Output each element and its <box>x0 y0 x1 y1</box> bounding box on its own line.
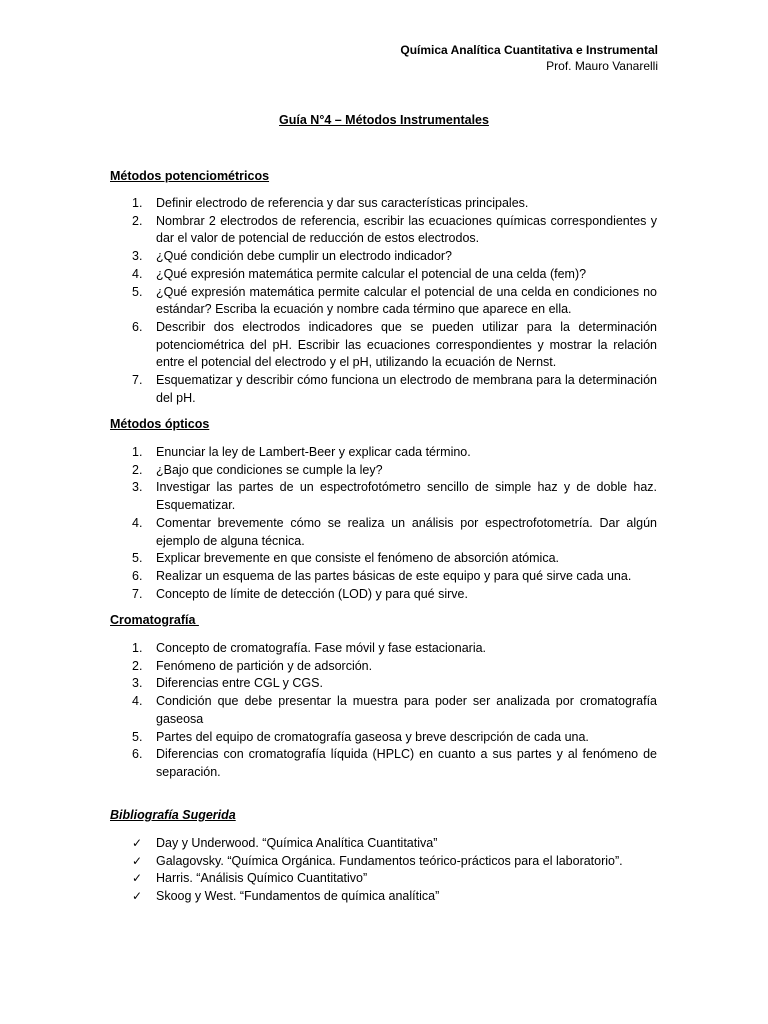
list-item: 6. Realizar un esquema de las partes básicas de este equipo y para qué sirve cada una. <box>132 568 632 583</box>
list-item: 5. ¿Qué expresión matemática permite calcular el potencial de una celda en condiciones no estándar? Escriba la ecuación y nombre cada término que aparece en ella. <box>132 284 657 317</box>
bibliography-item: ✓ Day y Underwood. “Química Analítica Cuantitativa” <box>110 835 657 853</box>
section-list-potenciometricos <box>110 195 657 407</box>
section-heading-cromatografia: Cromatografía <box>110 613 199 627</box>
list-item: 7. Esquematizar y describir cómo funciona un electrodo de membrana para la determinación del pH. <box>132 373 657 405</box>
list-item: 1. Definir electrodo de referencia y dar sus características principales. <box>132 196 529 210</box>
list-item: 4. ¿Qué expresión matemática permite calcular el potencial de una celda (fem)? <box>132 266 587 281</box>
list-item: 2. Fenómeno de partición y de adsorción. <box>132 658 373 673</box>
list-item: 1. Enunciar la ley de Lambert-Beer y explicar cada término. <box>132 445 471 459</box>
professor-name: Prof. Mauro Vanarelli <box>546 59 658 73</box>
bibliography-list <box>110 835 657 906</box>
section-heading-opticos: Métodos ópticos <box>110 417 210 431</box>
list-item: 6. Diferencias con cromatografía líquida (HPLC) en cuanto a sus partes y al fenómeno de separación. <box>132 747 657 779</box>
check-mark-icon: ✓ <box>132 871 143 886</box>
list-item: 5. Partes del equipo de cromatografía gaseosa y breve descripción de cada una. <box>132 729 589 744</box>
bibliography-item: ✓ Skoog y West. “Fundamentos de química analítica” <box>110 888 657 906</box>
check-mark-icon: ✓ <box>132 889 143 904</box>
list-item: 6. Describir dos electrodos indicadores que se pueden utilizar para la determinación potenciométrica del pH. Escribir las ecuaciones correspondientes y mostrar la relación entre el potencial del electrodo y el pH, utilizando la ecuación de Nernst. <box>132 319 657 370</box>
list-item: 3. Investigar las partes de un espectrofotómetro sencillo de simple haz y de doble haz. Esquematizar. <box>132 480 657 513</box>
list-item: 4. Comentar brevemente cómo se realiza un análisis por espectrofotometría. Dar algún ejemplo de alguna técnica. <box>132 515 657 548</box>
check-mark-icon: ✓ <box>132 836 143 850</box>
section-heading-potenciometricos: Métodos potenciométricos <box>110 169 270 183</box>
section-list-opticos <box>110 444 657 603</box>
course-header: Química Analítica Cuantitativa e Instrumental <box>400 43 658 57</box>
list-item: 7. Concepto de límite de detección (LOD) y para qué sirve. <box>132 586 468 601</box>
list-item: 5. Explicar brevemente en que consiste el fenómeno de absorción atómica. <box>132 551 560 566</box>
section-list-cromatografia <box>110 640 657 782</box>
list-item: 2. ¿Bajo que condiciones se cumple la ley? <box>132 462 383 477</box>
list-item: 1. Concepto de cromatografía. Fase móvil y fase estacionaria. <box>132 641 487 655</box>
bibliography-heading: Bibliografía Sugerida <box>110 808 236 822</box>
list-item: 3. ¿Qué condición debe cumplir un electrodo indicador? <box>132 249 453 264</box>
list-item: 2. Nombrar 2 electrodos de referencia, escribir las ecuaciones químicas correspondientes y dar el valor de potencial de reducción de estos electrodos. <box>132 213 657 246</box>
bibliography-item: ✓ Galagovsky. “Química Orgánica. Fundamentos teórico-prácticos para el laboratorio”. <box>110 853 657 871</box>
bibliography-item: ✓ Harris. “Análisis Químico Cuantitativo” <box>110 870 657 888</box>
list-item: 4. Condición que debe presentar la muestra para poder ser analizada por cromatografía gaseosa <box>132 694 657 726</box>
list-item: 3. Diferencias entre CGL y CGS. <box>132 676 323 691</box>
check-mark-icon: ✓ <box>132 853 143 868</box>
page-title: Guía N°4 – Métodos Instrumentales <box>279 113 489 127</box>
